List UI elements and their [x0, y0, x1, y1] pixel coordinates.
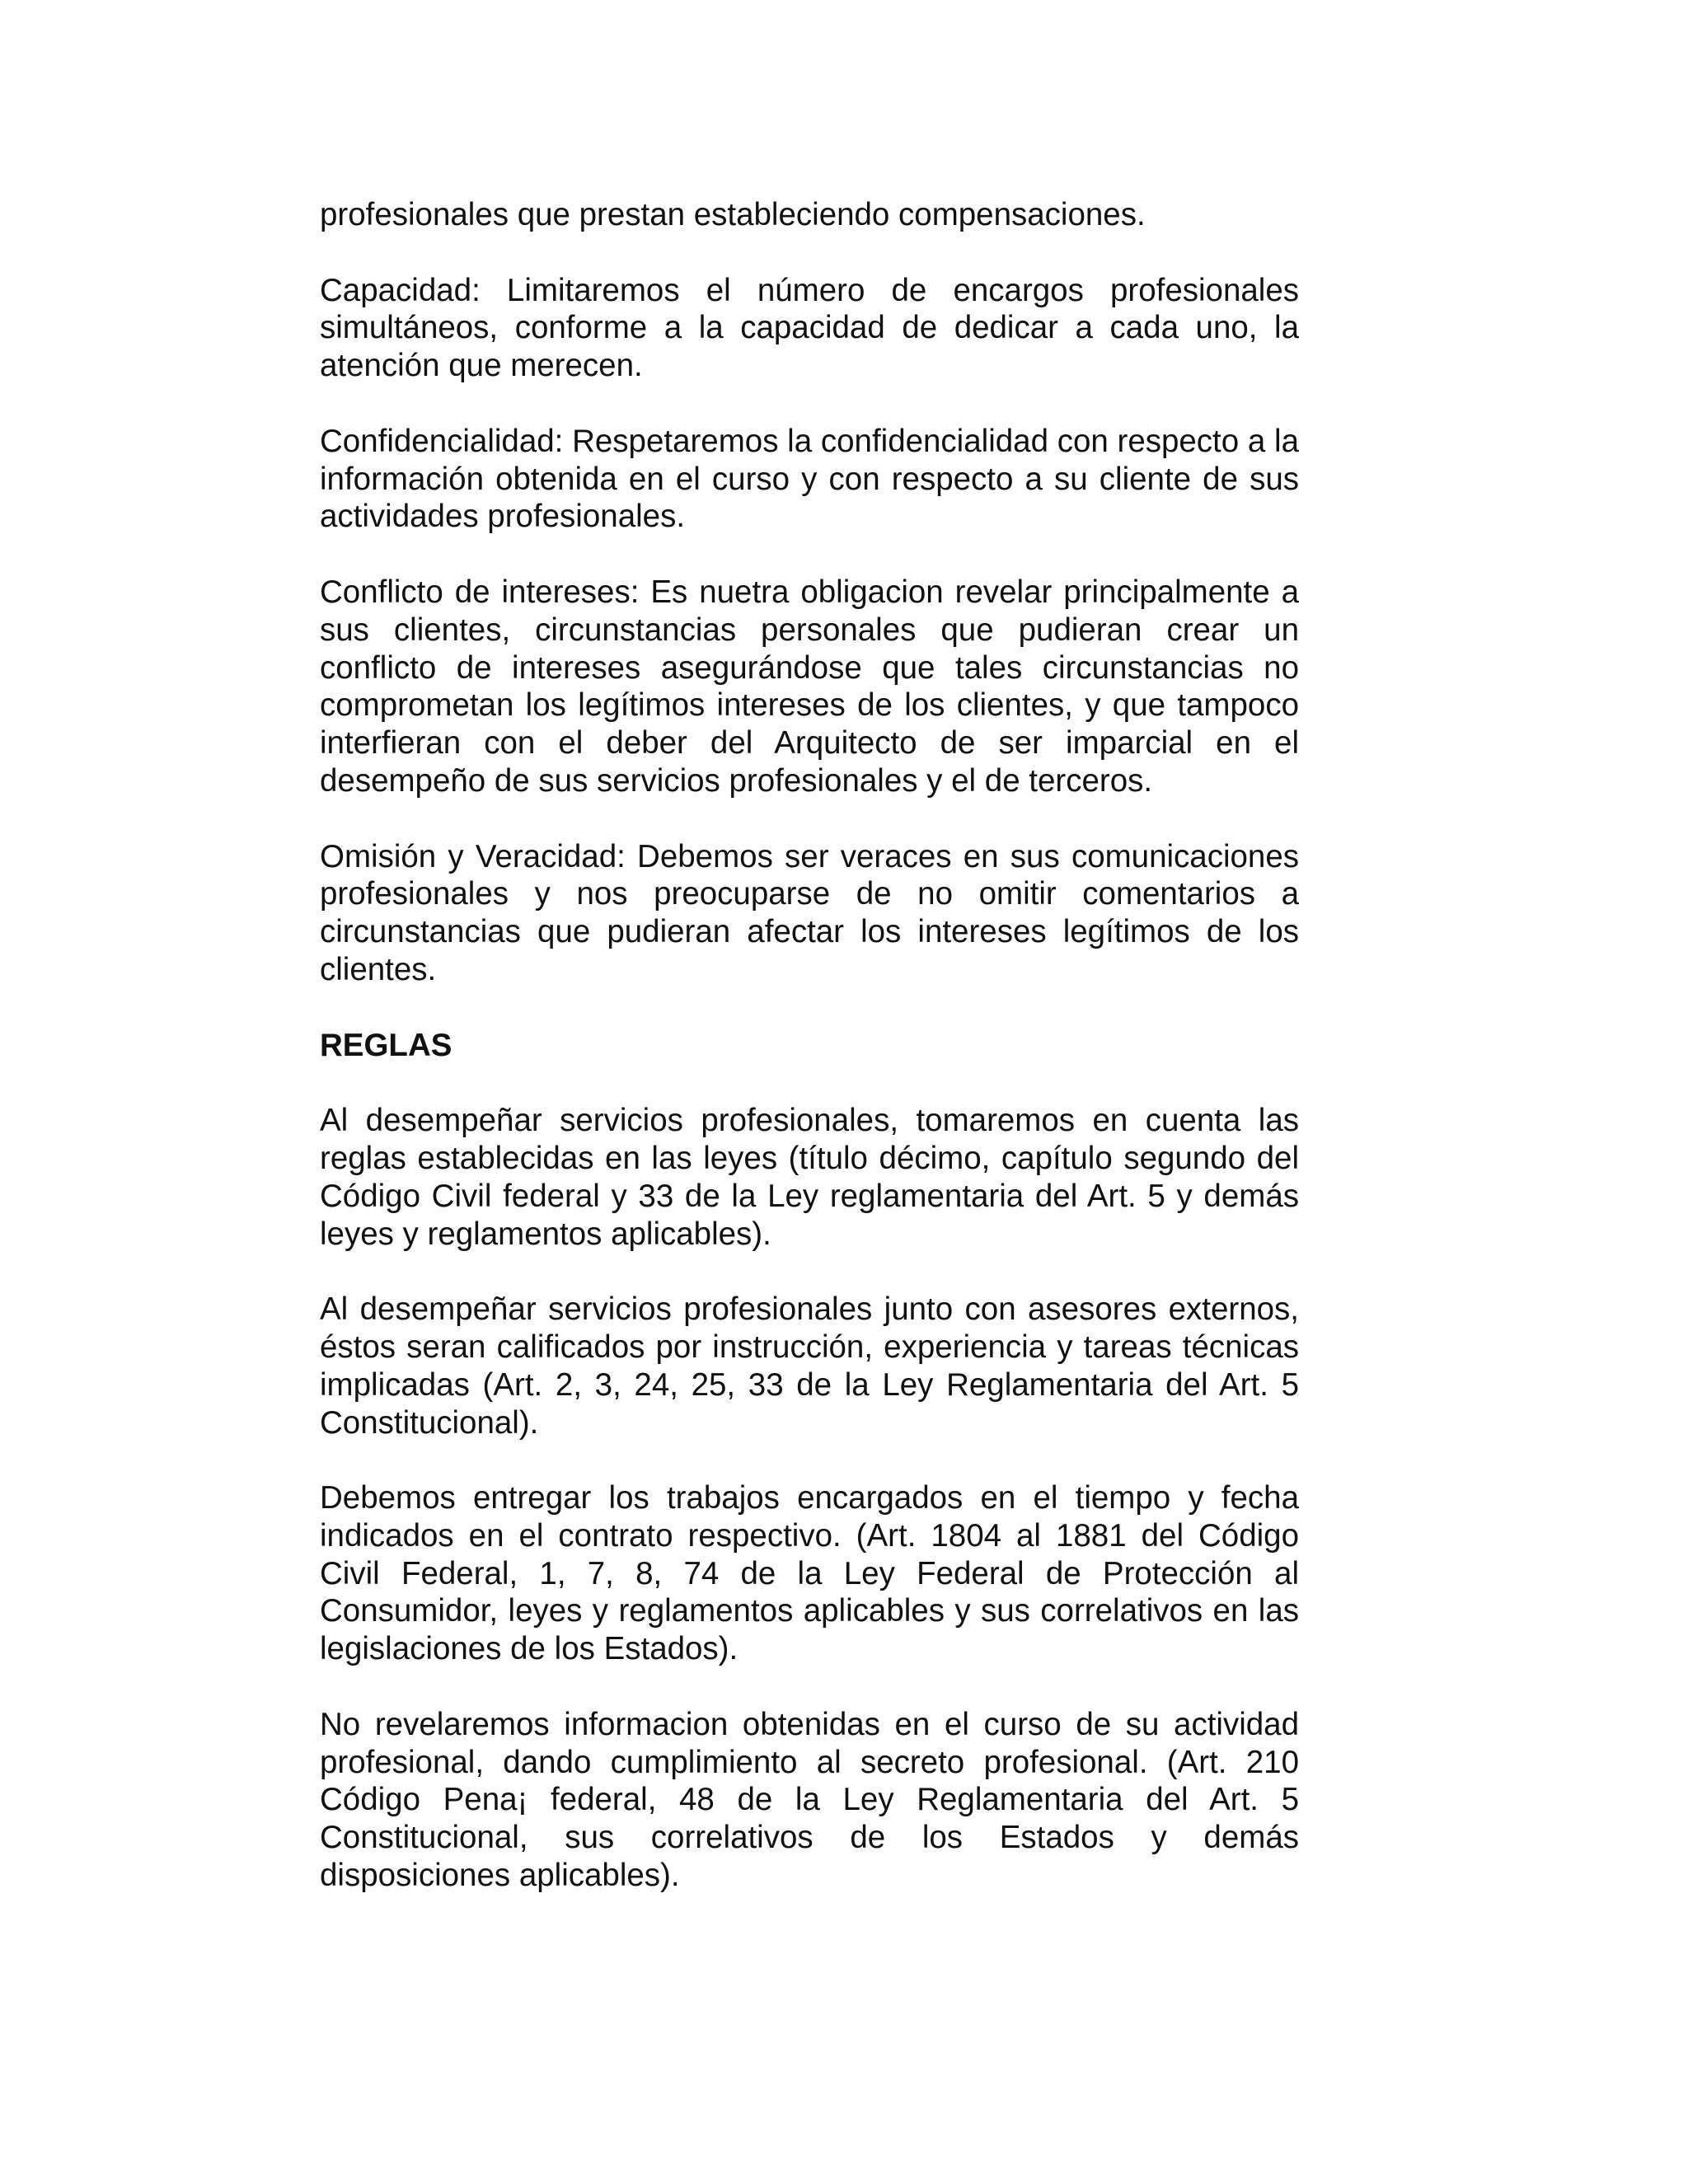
paragraph-regla-leyes: Al desempeñar servicios profesionales, tomaremos en cuenta las reglas establecidas en las leyes (título décimo, capítulo segundo del Código Civil federal y 33 de la Ley reglamentaria del Art. 5 y demás leyes y reglamentos aplicables). [320, 1103, 1299, 1252]
body-text [320, 196, 1299, 1933]
paragraph-confidencialidad: Confidencialidad: Respetaremos la confidencialidad con respecto a la información obtenida en el curso y con respecto a su cliente de sus actividades profesionales. [320, 423, 1299, 535]
paragraph-regla-asesores-externos: Al desempeñar servicios profesionales junto con asesores externos, éstos seran calificados por instrucción, experiencia y tareas técnicas implicadas (Art. 2, 3, 24, 25, 33 de la Ley Reglamentaria del Art. 5 Constitucional). [320, 1291, 1299, 1441]
paragraph-capacidad: Capacidad: Limitaremos el número de encargos profesionales simultáneos, conforme a la capacidad de dedicar a cada uno, la atención que merecen. [320, 272, 1299, 384]
paragraph-omision-y-veracidad: Omisión y Veracidad: Debemos ser veraces en sus comunicaciones profesionales y nos preocuparse de no omitir comentarios a circunstancias que pudieran afectar los intereses legítimos de los clientes. [320, 838, 1299, 987]
paragraph-regla-secreto-profesional: No revelaremos informacion obtenidas en el curso de su actividad profesional, dando cumplimiento al secreto profesional. (Art. 210 Código Pena¡ federal, 48 de la Ley Reglamentaria del Art. 5 Constitucional, sus correlativos de los Estados y demás disposiciones aplicables). [320, 1706, 1299, 1894]
section-heading-reglas: REGLAS [320, 1027, 452, 1063]
paragraph-regla-entrega-trabajos: Debemos entregar los trabajos encargados en el tiempo y fecha indicados en el contrato respectivo. (Art. 1804 al 1881 del Código Civil Federal, 1, 7, 8, 74 de la Ley Federal de Protección al Consumidor, leyes y reglamentos aplicables y sus correlativos en las legislaciones de los Estados). [320, 1480, 1299, 1667]
paragraph-compensaciones: profesionales que prestan estableciendo compensaciones. [320, 197, 1146, 232]
paragraph-conflicto-de-intereses: Conflicto de intereses: Es nuetra obligacion revelar principalmente a sus clientes, circunstancias personales que pudieran crear un conflicto de intereses asegurándose que tales circunstancias no comprometan los legítimos intereses de los clientes, y que tampoco interfieran con el deber del Arquitecto de ser imparcial en el desempeño de sus servicios profesionales y el de terceros. [320, 574, 1299, 799]
